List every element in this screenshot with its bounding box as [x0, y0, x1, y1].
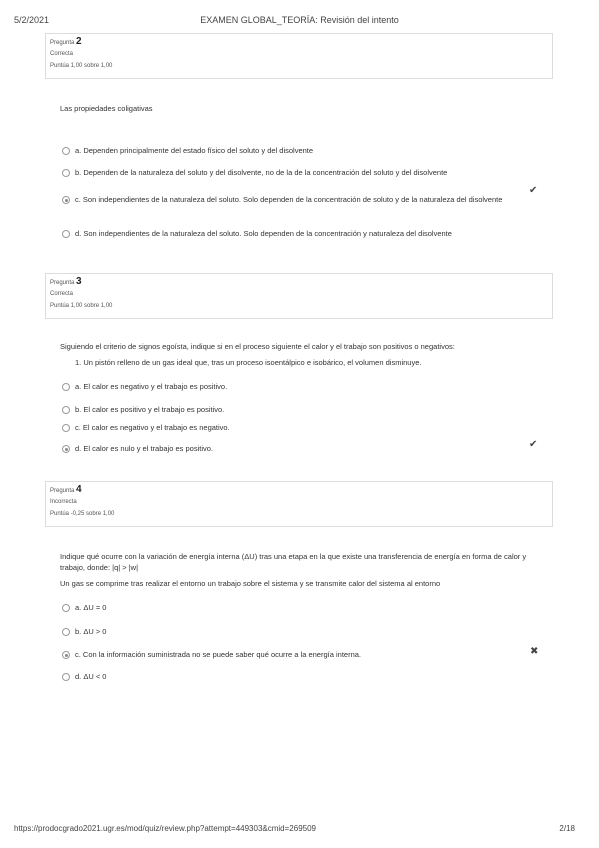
- q4-option-d[interactable]: [62, 671, 512, 682]
- radio-button-selected[interactable]: [62, 445, 70, 453]
- q3-option-a[interactable]: [62, 381, 512, 392]
- question-4-info: [45, 481, 553, 527]
- question-number: 3: [76, 276, 82, 287]
- footer-page-number: 2/18: [559, 824, 575, 833]
- question-number: 2: [76, 36, 82, 47]
- q2-option-b[interactable]: [62, 167, 512, 178]
- q3-option-c[interactable]: [62, 422, 512, 433]
- q3-option-d[interactable]: [62, 443, 512, 454]
- header-title: EXAMEN GLOBAL_TEORÍA: Revisión del intento: [200, 15, 399, 25]
- q4-option-c[interactable]: [62, 649, 512, 660]
- option-text: d. El calor es nulo y el trabajo es positivo.: [75, 444, 213, 453]
- question-status: Incorrecta: [50, 499, 77, 505]
- option-text: c. El calor es negativo y el trabajo es negativo.: [75, 423, 230, 432]
- question-score: Puntúa -0,25 sobre 1,00: [50, 511, 115, 517]
- question-4-prompt: Indique qué ocurre con la variación de energía interna (ΔU) tras una etapa en la que existe una transferencia de energía en forma de calor y trabajo, donde: |q| > |w|: [60, 552, 527, 572]
- question-number: 4: [76, 484, 82, 495]
- option-text: a. Dependen principalmente del estado físico del soluto y del disolvente: [75, 146, 314, 155]
- radio-button-selected[interactable]: [62, 651, 70, 659]
- question-4-statement: Un gas se comprime tras realizar el entorno un trabajo sobre el sistema y se transmite calor del sistema al entorno: [60, 579, 441, 588]
- question-label: Pregunta: [50, 280, 75, 286]
- incorrect-cross-icon: ✖: [530, 646, 539, 657]
- radio-button[interactable]: [62, 604, 70, 612]
- q4-option-b[interactable]: [62, 626, 512, 637]
- option-text: c. Con la información suministrada no se puede saber qué ocurre a la energía interna.: [75, 650, 361, 659]
- question-score: Puntúa 1,00 sobre 1,00: [50, 63, 113, 69]
- radio-button[interactable]: [62, 673, 70, 681]
- q2-option-d[interactable]: [62, 228, 512, 239]
- option-text: a. El calor es negativo y el trabajo es positivo.: [75, 382, 228, 391]
- option-text: b. Dependen de la naturaleza del soluto y del disolvente, no de la de la concentración del soluto y del disolvente: [75, 168, 448, 177]
- radio-button-selected[interactable]: [62, 196, 70, 204]
- radio-button[interactable]: [62, 147, 70, 155]
- correct-check-icon: ✔: [529, 185, 538, 196]
- question-score: Puntúa 1,00 sobre 1,00: [50, 303, 113, 309]
- question-2-prompt: Las propiedades coligativas: [60, 104, 153, 113]
- question-status: Correcta: [50, 291, 74, 297]
- option-text: c. Son independientes de la naturaleza del soluto. Solo dependen de la concentración de soluto y de la naturaleza del disolvente: [75, 195, 503, 204]
- radio-button[interactable]: [62, 169, 70, 177]
- radio-button[interactable]: [62, 383, 70, 391]
- radio-button[interactable]: [62, 424, 70, 432]
- question-status: Correcta: [50, 51, 74, 57]
- question-label: Pregunta: [50, 488, 75, 494]
- correct-check-icon: ✔: [529, 439, 538, 450]
- question-2-info: [45, 33, 553, 79]
- radio-button[interactable]: [62, 628, 70, 636]
- q2-option-a[interactable]: [62, 145, 512, 156]
- q4-option-a[interactable]: [62, 602, 512, 613]
- option-text: b. El calor es positivo y el trabajo es positivo.: [75, 405, 225, 414]
- question-3-statement: 1. Un pistón relleno de un gas ideal que, tras un proceso isoentálpico e isobárico, el volumen disminuye.: [75, 358, 422, 367]
- footer-url: https://prodocgrado2021.ugr.es/mod/quiz/review.php?attempt=449303&cmid=269509: [14, 824, 316, 833]
- header-date: 5/2/2021: [14, 15, 50, 25]
- question-label: Pregunta: [50, 40, 75, 46]
- option-text: d. Son independientes de la naturaleza del soluto. Solo dependen de la concentración y naturaleza del disolvente: [75, 229, 452, 238]
- option-text: b. ΔU > 0: [75, 627, 107, 636]
- option-text: d. ΔU < 0: [75, 672, 107, 681]
- radio-button[interactable]: [62, 406, 70, 414]
- question-3-info: [45, 273, 553, 319]
- question-3-prompt: Siguiendo el criterio de signos egoísta, indique si en el proceso siguiente el calor y el trabajo son positivos o negativos:: [60, 342, 455, 351]
- q3-option-b[interactable]: [62, 404, 512, 415]
- option-text: a. ΔU = 0: [75, 603, 107, 612]
- q2-option-c[interactable]: [62, 194, 507, 205]
- radio-button[interactable]: [62, 230, 70, 238]
